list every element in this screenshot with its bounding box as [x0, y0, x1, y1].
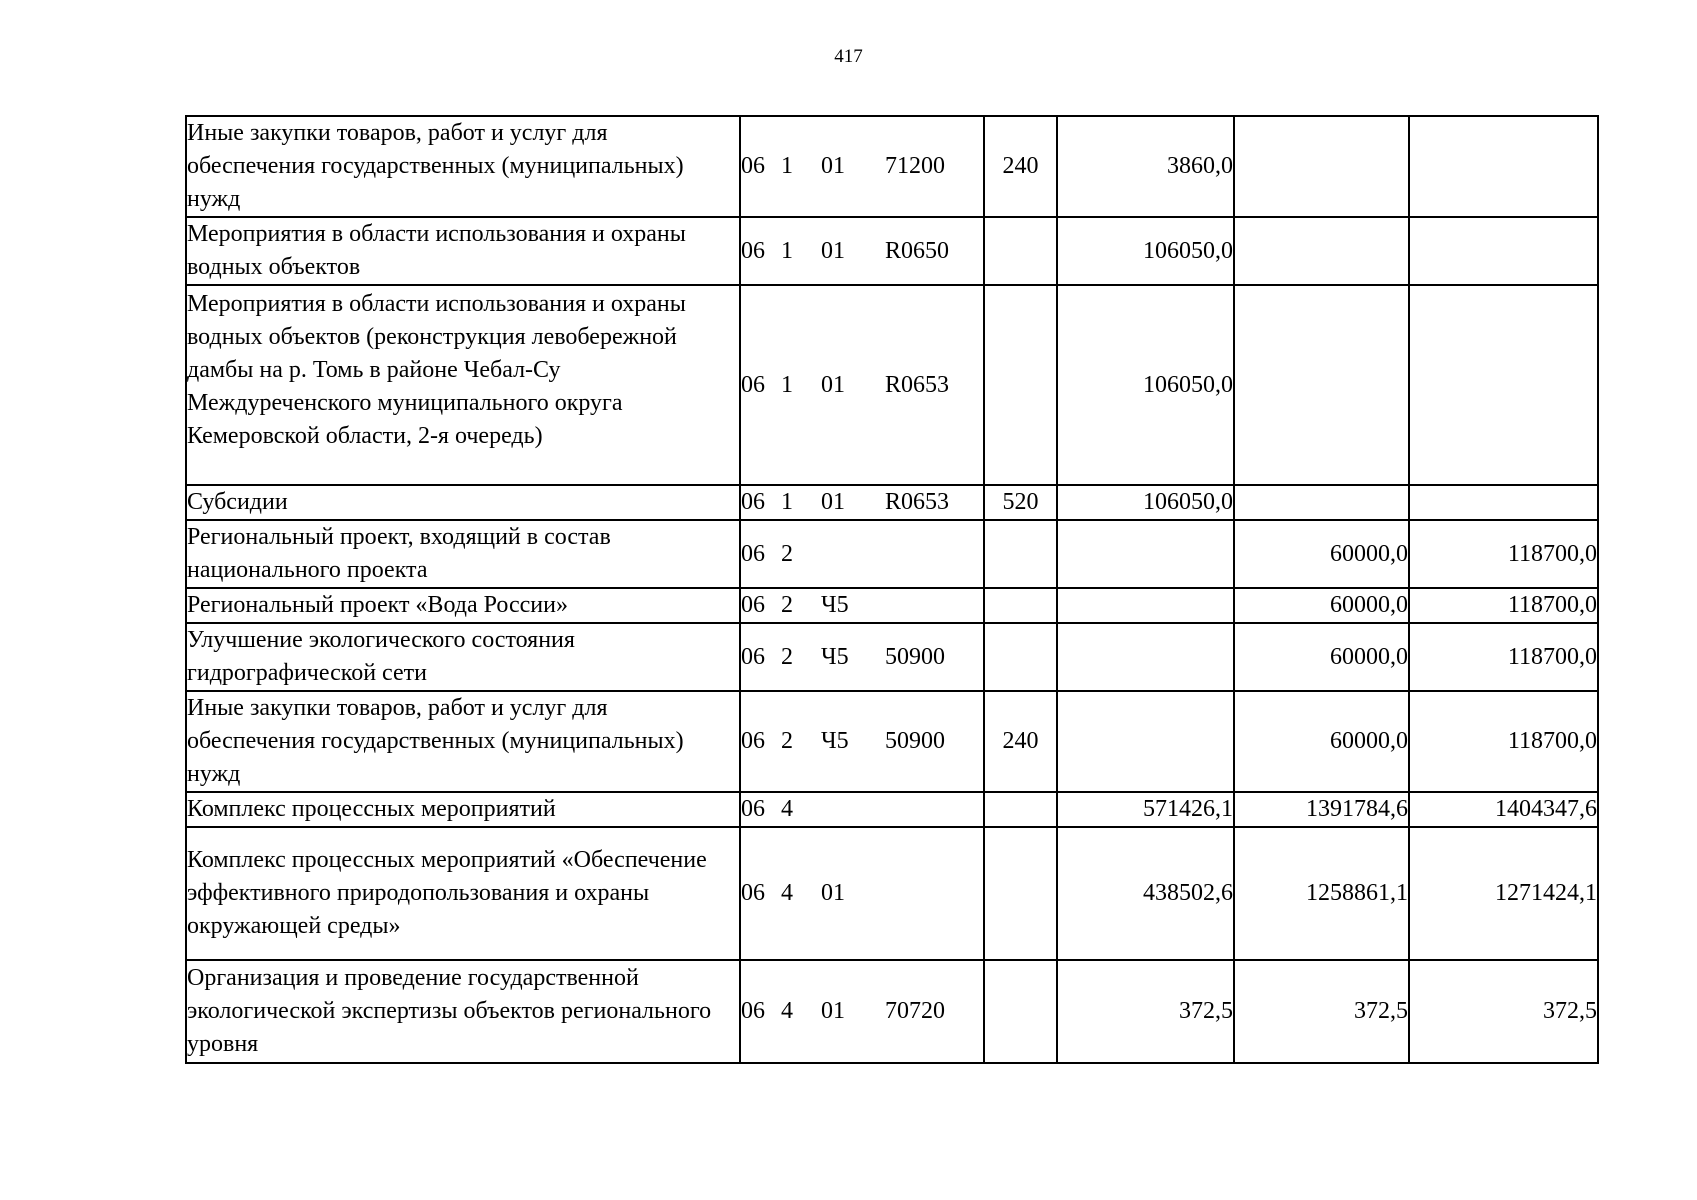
expense-type: [984, 960, 1057, 1063]
sum-2025: 60000,0: [1234, 520, 1409, 588]
program-code: 06: [741, 489, 765, 515]
table-row: [186, 623, 1598, 691]
subprogram-code: 1: [781, 237, 793, 264]
expense-type: [984, 623, 1057, 691]
sum-2026: [1409, 116, 1598, 217]
row-classification-code: [740, 960, 984, 1063]
row-name: Комплекс процессных мероприятий «Обеспечение эффективного природопользования и охраны окружающей среды»: [186, 827, 740, 960]
row-classification-code: [740, 623, 984, 691]
program-code: 06: [741, 796, 765, 822]
sum-2025: 1258861,1: [1234, 827, 1409, 960]
sum-2025: [1234, 217, 1409, 285]
event-code: 01: [821, 880, 845, 906]
sum-2026: [1409, 485, 1598, 520]
table-row: [186, 520, 1598, 588]
program-code: 06: [741, 728, 765, 754]
row-name: Региональный проект, входящий в состав национального проекта: [186, 520, 740, 588]
subprogram-code: 1: [781, 371, 793, 398]
event-code: Ч5: [821, 643, 849, 670]
table-row: [186, 485, 1598, 520]
sum-2024: 372,5: [1057, 960, 1234, 1063]
event-code: 01: [821, 237, 845, 264]
event-code: Ч5: [821, 728, 849, 754]
direction-code: R0653: [885, 489, 950, 515]
event-code: 01: [821, 998, 845, 1024]
expense-type: [984, 285, 1057, 485]
sum-2026: 118700,0: [1409, 588, 1598, 623]
program-code: 06: [741, 153, 765, 179]
sum-2026: 1271424,1: [1409, 827, 1598, 960]
sum-2024: 438502,6: [1057, 827, 1234, 960]
table-row: [186, 285, 1598, 485]
page-number: 417: [834, 46, 863, 67]
row-name: Иные закупки товаров, работ и услуг для обеспечения государственных (муниципальных) нужд: [186, 691, 740, 792]
expense-type: [984, 520, 1057, 588]
row-classification-code: [740, 827, 984, 960]
sum-2025: 60000,0: [1234, 691, 1409, 792]
sum-2026: 118700,0: [1409, 623, 1598, 691]
sum-2026: [1409, 217, 1598, 285]
table-row: [186, 217, 1598, 285]
sum-2026: 1404347,6: [1409, 792, 1598, 827]
row-classification-code: [740, 691, 984, 792]
sum-2025: 60000,0: [1234, 588, 1409, 623]
subprogram-code: 2: [781, 592, 793, 618]
expense-type: [984, 588, 1057, 623]
budget-table: [185, 115, 1599, 1064]
event-code: Ч5: [821, 592, 849, 618]
direction-code: R0650: [885, 237, 950, 264]
direction-code: 50900: [885, 643, 945, 670]
table-row: [186, 960, 1598, 1063]
program-code: 06: [741, 998, 765, 1024]
table-row: [186, 691, 1598, 792]
sum-2026: 118700,0: [1409, 520, 1598, 588]
expense-type: [984, 217, 1057, 285]
sum-2026: 118700,0: [1409, 691, 1598, 792]
sum-2024: [1057, 588, 1234, 623]
program-code: 06: [741, 880, 765, 906]
table-row: [186, 792, 1598, 827]
event-code: 01: [821, 153, 845, 179]
row-classification-code: [740, 792, 984, 827]
expense-type: [984, 792, 1057, 827]
sum-2024: [1057, 623, 1234, 691]
direction-code: 50900: [885, 728, 945, 754]
direction-code: R0653: [885, 371, 950, 398]
subprogram-code: 1: [781, 489, 793, 515]
sum-2024: [1057, 520, 1234, 588]
sum-2025: [1234, 285, 1409, 485]
row-name: Региональный проект «Вода России»: [186, 588, 740, 623]
row-name: Субсидии: [186, 485, 740, 520]
row-name: Мероприятия в области использования и охраны водных объектов (реконструкция левобережной дамбы на р. Томь в районе Чебал-Су Междуреченского муниципального округа Кемеровской области, 2-я очередь): [186, 285, 740, 485]
sum-2024: 106050,0: [1057, 485, 1234, 520]
table-row: [186, 116, 1598, 217]
table-row: [186, 827, 1598, 960]
program-code: 06: [741, 237, 765, 264]
row-name: Комплекс процессных мероприятий: [186, 792, 740, 827]
expense-type: 520: [984, 485, 1057, 520]
sum-2025: [1234, 485, 1409, 520]
sum-2024: 571426,1: [1057, 792, 1234, 827]
program-code: 06: [741, 643, 765, 670]
program-code: 06: [741, 540, 765, 567]
subprogram-code: 2: [781, 540, 793, 567]
sum-2024: 106050,0: [1057, 285, 1234, 485]
expense-type: 240: [984, 116, 1057, 217]
subprogram-code: 1: [781, 153, 793, 179]
row-name: Организация и проведение государственной экологической экспертизы объектов регионального уровня: [186, 960, 740, 1063]
sum-2025: 60000,0: [1234, 623, 1409, 691]
row-name: Мероприятия в области использования и охраны водных объектов: [186, 217, 740, 285]
row-classification-code: [740, 588, 984, 623]
table-row: [186, 588, 1598, 623]
row-classification-code: [740, 285, 984, 485]
row-classification-code: [740, 520, 984, 588]
row-classification-code: [740, 116, 984, 217]
sum-2025: 1391784,6: [1234, 792, 1409, 827]
row-name: Иные закупки товаров, работ и услуг для обеспечения государственных (муниципальных) нужд: [186, 116, 740, 217]
sum-2026: [1409, 285, 1598, 485]
sum-2024: 3860,0: [1057, 116, 1234, 217]
sum-2026: 372,5: [1409, 960, 1598, 1063]
sum-2025: 372,5: [1234, 960, 1409, 1063]
sum-2025: [1234, 116, 1409, 217]
subprogram-code: 4: [781, 998, 793, 1024]
subprogram-code: 2: [781, 643, 793, 670]
subprogram-code: 4: [781, 796, 793, 822]
expense-type: [984, 827, 1057, 960]
row-classification-code: [740, 485, 984, 520]
row-classification-code: [740, 217, 984, 285]
event-code: 01: [821, 371, 845, 398]
row-name: Улучшение экологического состояния гидрографической сети: [186, 623, 740, 691]
subprogram-code: 4: [781, 880, 793, 906]
program-code: 06: [741, 371, 765, 398]
subprogram-code: 2: [781, 728, 793, 754]
expense-type: 240: [984, 691, 1057, 792]
sum-2024: 106050,0: [1057, 217, 1234, 285]
direction-code: 71200: [885, 153, 945, 179]
program-code: 06: [741, 592, 765, 618]
direction-code: 70720: [885, 998, 945, 1024]
sum-2024: [1057, 691, 1234, 792]
event-code: 01: [821, 489, 845, 515]
